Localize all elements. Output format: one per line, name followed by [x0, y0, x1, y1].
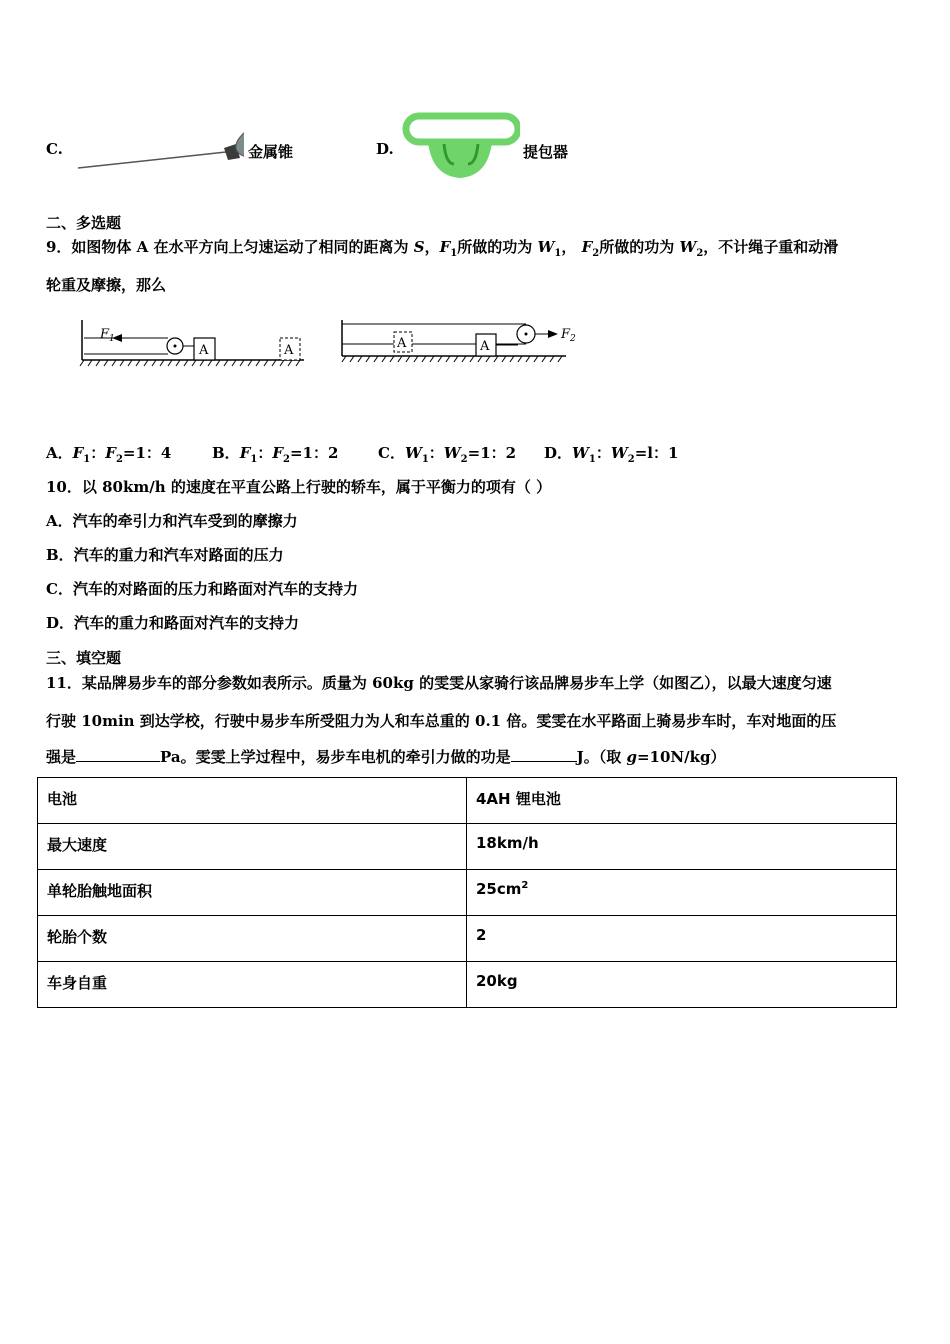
- table-row: [38, 778, 897, 824]
- question-9-line-1: 9．如图物体 A 在水平方向上匀速运动了相同的距离为 S，$F_1$所做的功为 $W_1$， $F_2$所做的功为 $W_2$，不计绳子重和动滑: [46, 238, 839, 259]
- block-a-label: A: [199, 343, 209, 358]
- f1-label: $F_1$: [100, 327, 115, 344]
- block-a-dashed-2-label: A: [397, 336, 407, 351]
- bag-hook-body: [428, 142, 492, 178]
- parameter-table: [37, 777, 897, 1008]
- awl-image: [76, 112, 244, 174]
- table-cell-label: 最大速度: [38, 824, 467, 870]
- table-cell-label: 电池: [38, 778, 467, 824]
- q10-option-d: D．汽车的重力和路面对汽车的支持力: [46, 614, 300, 632]
- table-cell-label: 轮胎个数: [38, 916, 467, 962]
- table-cell-value: 4AH 锂电池: [467, 778, 897, 824]
- f2-label: $F_2$: [561, 327, 576, 344]
- table-row: [38, 916, 897, 962]
- option-c-letter: C.: [46, 140, 63, 158]
- option-c-label: 金属锥: [248, 143, 294, 161]
- q10-option-c: C．汽车的对路面的压力和路面对汽车的支持力: [46, 580, 358, 598]
- q9-option-c: C．$W_1$：$W_2=1$：2: [378, 444, 517, 465]
- q10-option-a: A．汽车的牵引力和汽车受到的摩擦力: [46, 512, 298, 530]
- force-arrow-right: [548, 330, 558, 338]
- answer-blank-work[interactable]: [511, 747, 577, 762]
- table-cell-label: 车身自重: [38, 962, 467, 1008]
- bag-hook-handle: [406, 116, 518, 142]
- q10-option-b: B．汽车的重力和汽车对路面的压力: [46, 546, 284, 564]
- ground-hatch: [80, 360, 300, 366]
- question-11-line-2: 行驶 10min 到达学校，行驶中易步车所受阻力为人和车总重的 0.1 倍。雯雯在水平路面上骑易步车时，车对地面的压: [46, 712, 837, 730]
- section-title-fill-blank: 三、填空题: [46, 649, 122, 667]
- option-d-label: 提包器: [523, 143, 569, 161]
- question-10-stem: 10．以 80km/h 的速度在平直公路上行驶的轿车，属于平衡力的项有（ ）: [46, 478, 552, 496]
- table-cell-label: 单轮胎触地面积: [38, 870, 467, 916]
- block-a-solid-2-label: A: [480, 339, 490, 354]
- option-d-letter: D.: [376, 140, 394, 158]
- q9-option-b: B．$F_1$：$F_2=1$：2: [212, 444, 339, 465]
- table-row: [38, 870, 897, 916]
- answer-blank-pressure[interactable]: [76, 747, 160, 762]
- q9-option-d: D．$W_1$：$W_2=l$：1: [544, 444, 679, 465]
- q9-option-a: A．$F_1$：$F_2=1$：4: [46, 444, 172, 465]
- question-11-line-3: 强是 Pa。雯雯上学过程中，易步车电机的牵引力做的功是 J。（取 g=10N/kg）: [46, 748, 726, 766]
- question-11-line-1: 11．某品牌易步车的部分参数如表所示。质量为 60kg 的雯雯从家骑行该品牌易步车上学（如图乙），以最大速度匀速: [46, 674, 832, 692]
- table-row: [38, 824, 897, 870]
- section-title-multiple-choice: 二、多选题: [46, 214, 122, 232]
- table-cell-value: 20kg: [467, 962, 897, 1008]
- figure-pulley-right: [336, 318, 584, 370]
- awl-needle: [78, 152, 226, 168]
- block-a-dashed-label: A: [284, 343, 294, 358]
- ground-hatch-2: [342, 356, 562, 362]
- table-cell-value: $25cm^2$: [467, 870, 897, 916]
- bag-hook-image: [402, 110, 520, 182]
- figure-pulley-left: [76, 318, 308, 370]
- table-row: [38, 962, 897, 1008]
- question-9-line-2: 轮重及摩擦，那么: [46, 276, 167, 294]
- table-cell-value: 2: [467, 916, 897, 962]
- table-cell-value: 18km/h: [467, 824, 897, 870]
